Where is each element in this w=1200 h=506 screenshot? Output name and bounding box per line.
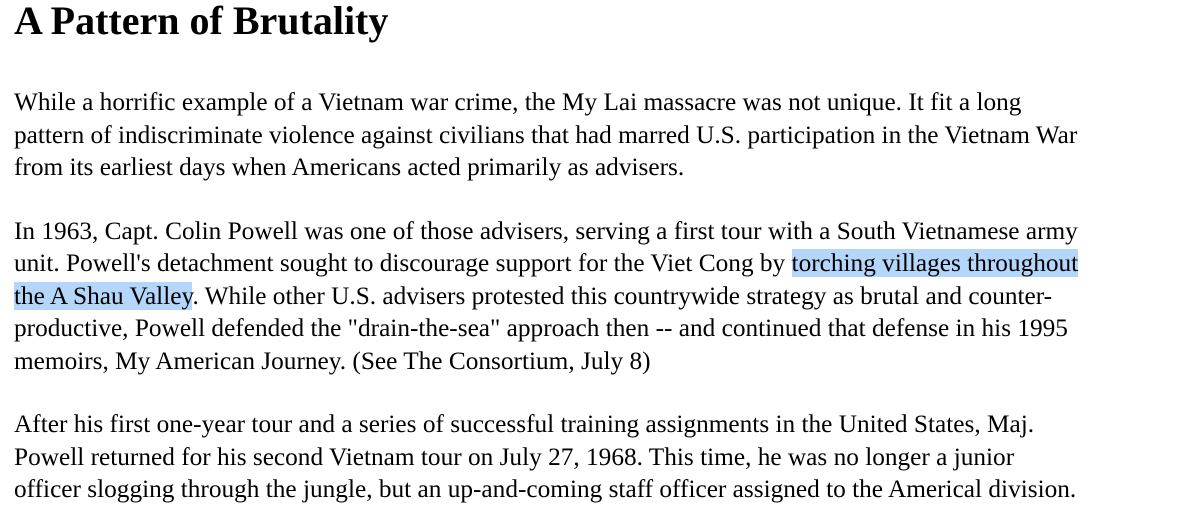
paragraph-line: Powell returned for his second Vietnam tour on July 27, 1968. This time, he was no longer a junior bbox=[14, 442, 1015, 471]
selected-text[interactable]: torching villages throughout bbox=[791, 249, 1079, 277]
paragraph-line: memoirs, My American Journey. (See The Consortium, July 8) bbox=[14, 346, 651, 375]
paragraph-line: from its earliest days when Americans acted primarily as advisers. bbox=[14, 153, 685, 181]
selected-text[interactable]: the A Shau Valley bbox=[14, 281, 193, 310]
paragraph-line bbox=[14, 280, 1186, 313]
paragraph-line: productive, Powell defended the "drain-the-sea" approach then -- and continued that defense in his 1995 bbox=[14, 314, 1068, 342]
paragraph-my-lai bbox=[14, 86, 1186, 184]
article-title: A Pattern of Brutality bbox=[14, 0, 389, 43]
paragraph-line: After his first one-year tour and a series of successful training assignments in the United States, Maj. bbox=[14, 410, 1035, 438]
paragraph-line: officer slogging through the jungle, but an up-and-coming staff officer assigned to the Americal division. bbox=[14, 475, 1077, 503]
paragraph-line: While a horrific example of a Vietnam war crime, the My Lai massacre was not unique. It fit a long bbox=[14, 88, 1022, 116]
paragraph-line bbox=[14, 247, 1186, 280]
text-run: . While other U.S. advisers protested this countrywide strategy as brutal and counter- bbox=[192, 281, 1053, 310]
paragraph-line: In 1963, Capt. Colin Powell was one of those advisers, serving a first tour with a South Vietnamese army bbox=[14, 216, 1078, 245]
text-run: unit. Powell's detachment sought to discourage support for the Viet Cong by bbox=[14, 249, 792, 277]
paragraph-line: pattern of indiscriminate violence against civilians that had marred U.S. participation in the Vietnam War bbox=[14, 120, 1078, 149]
paragraph-second-tour bbox=[14, 408, 1186, 506]
paragraph-powell-1963 bbox=[14, 215, 1186, 378]
